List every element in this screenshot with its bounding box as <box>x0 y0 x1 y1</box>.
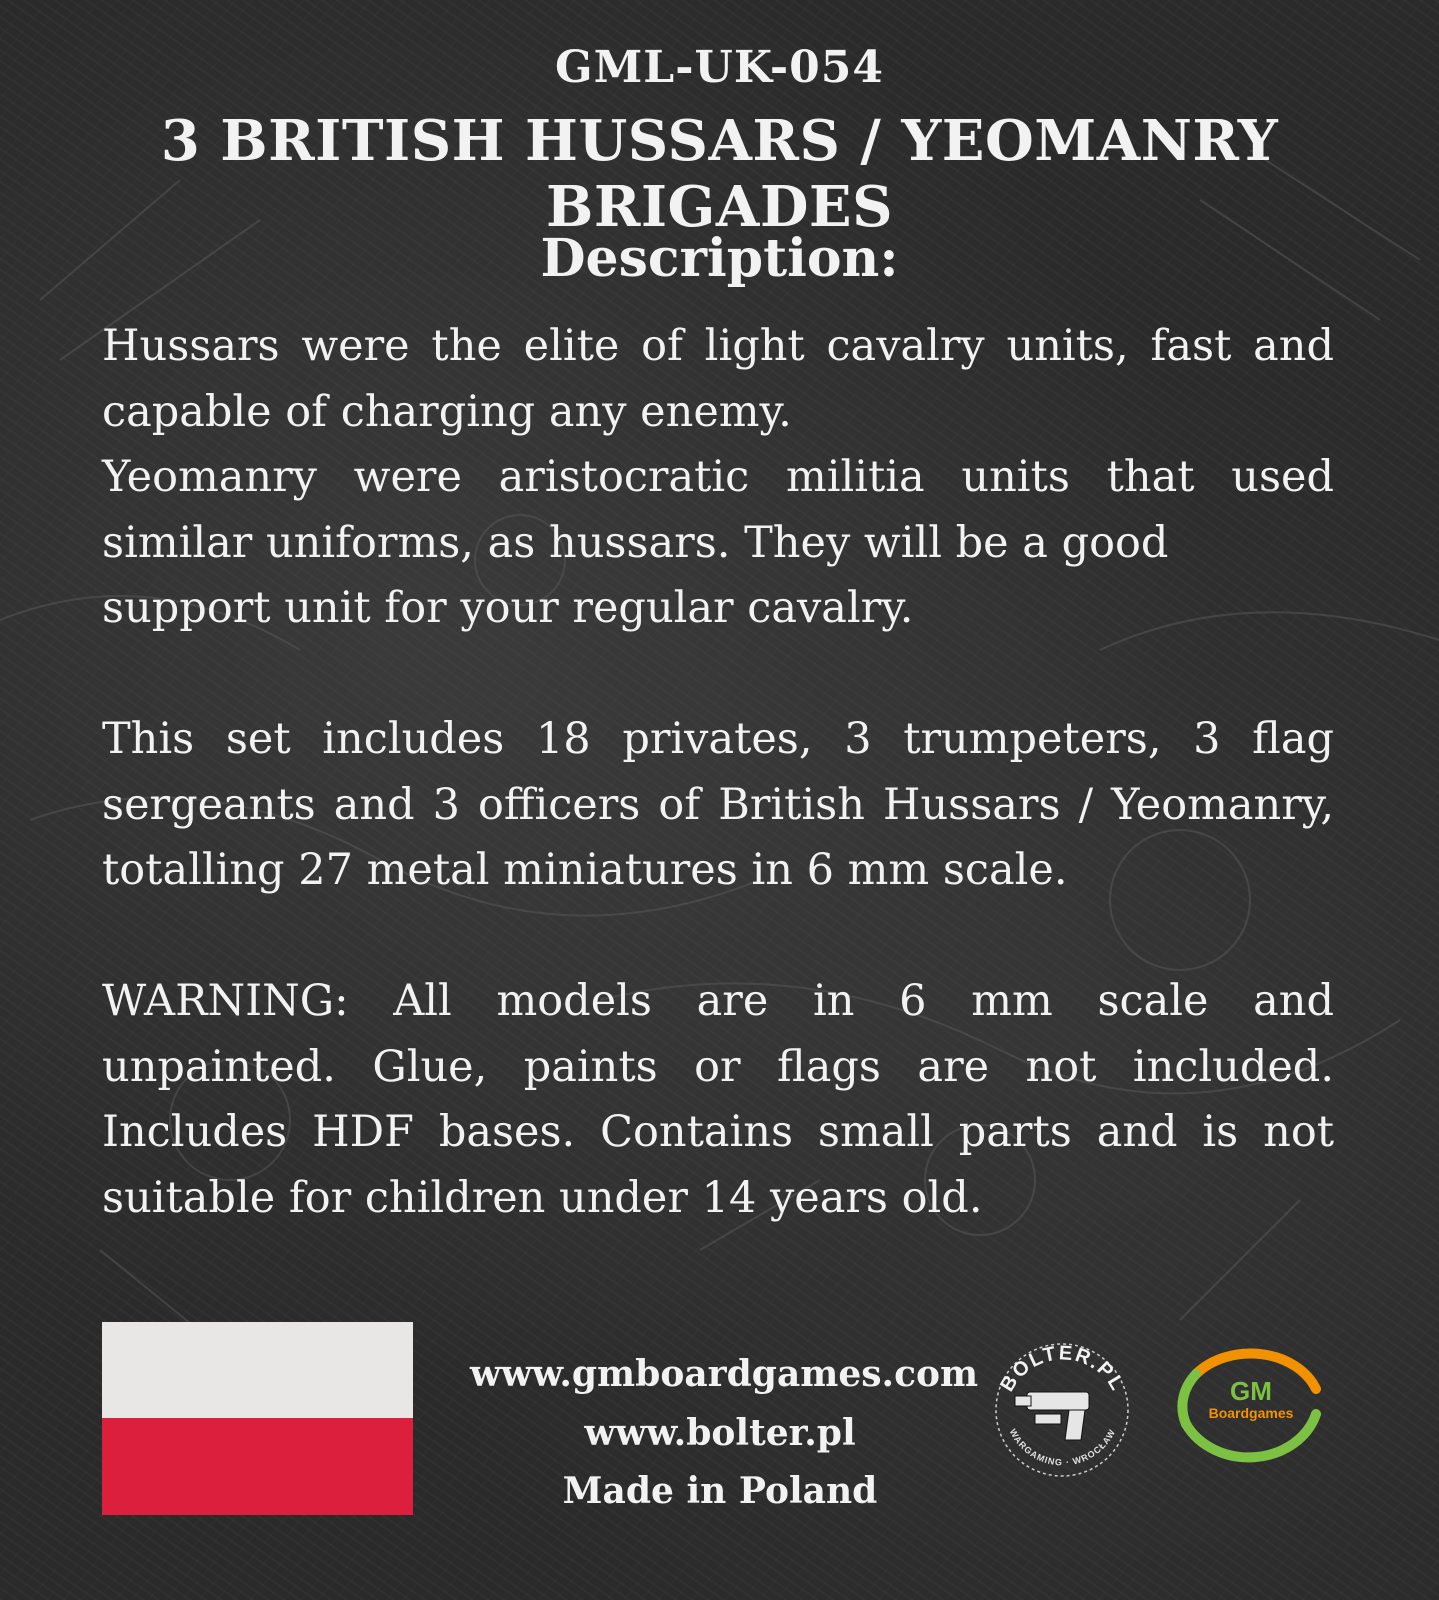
warning-paragraph <box>102 969 1334 1231</box>
gm-logo-initials: GM <box>1230 1376 1272 1406</box>
flag-red-stripe <box>102 1418 413 1515</box>
paragraph-line: Hussars were the elite of light cavalry units, fast and <box>102 321 1334 371</box>
paragraph-line: Includes HDF bases. Contains small parts and is not <box>102 1107 1334 1157</box>
poland-flag <box>102 1322 413 1515</box>
paragraph-line: sergeants and 3 officers of British Hussars / Yeomanry, <box>102 779 1334 830</box>
gmboardgames-link[interactable]: www.gmboardgames.com <box>470 1353 979 1395</box>
gm-logo-wordmark: Boardgames <box>1208 1405 1294 1421</box>
paragraph-line: similar uniforms, as hussars. They will be a good <box>102 517 1169 568</box>
product-title: 3 BRITISH HUSSARS / YEOMANRY BRIGADES <box>160 108 1279 240</box>
paragraph-line: WARNING: All models are in 6 mm scale and <box>102 976 1334 1026</box>
paragraph-line: unpainted. Glue, paints or flags are not included. <box>102 1041 1334 1092</box>
svg-text:WARGAMING · WROCŁAW <box>1008 1427 1118 1467</box>
svg-text:BOLTER.PL <box>996 1342 1129 1395</box>
flag-white-stripe <box>102 1322 413 1418</box>
paragraph-line: suitable for children under 14 years old. <box>102 1172 983 1223</box>
contents-paragraph <box>102 707 1334 904</box>
bolter-logo-bottom-text: WARGAMING · WROCŁAW <box>1007 1427 1118 1468</box>
description-heading: Description: <box>540 228 899 289</box>
bolter-logo-top-text: BOLTER.PL <box>996 1342 1129 1396</box>
bolter-link[interactable]: www.bolter.pl <box>584 1412 856 1454</box>
pistol-icon <box>1015 1392 1089 1440</box>
paragraph-line: capable of charging any enemy. <box>102 386 792 437</box>
bolter-logo <box>985 1330 1140 1485</box>
description-paragraph <box>102 314 1334 642</box>
paragraph-line: This set includes 18 privates, 3 trumpeters, 3 flag <box>102 714 1334 764</box>
paragraph-line: support unit for your regular cavalry. <box>102 583 914 633</box>
product-code: GML-UK-054 <box>555 42 884 93</box>
made-in-text: Made in Poland <box>562 1470 878 1512</box>
paragraph-line: totalling 27 metal miniatures in 6 mm scale. <box>102 845 1068 895</box>
paragraph-line: Yeomanry were aristocratic militia units that used <box>102 452 1334 502</box>
gm-boardgames-logo <box>1166 1334 1336 1476</box>
